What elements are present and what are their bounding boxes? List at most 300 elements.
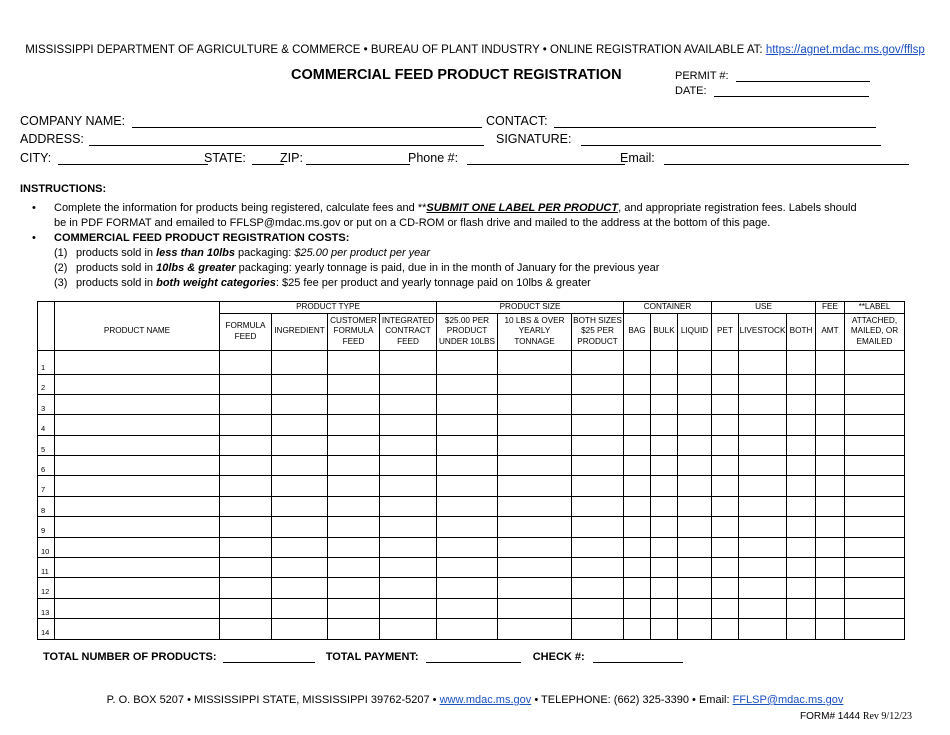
table-cell[interactable]	[787, 456, 816, 476]
formula-feed-header: FORMULA FEED	[220, 313, 272, 350]
row-number: 11	[38, 558, 55, 578]
table-cell[interactable]	[572, 517, 624, 537]
table-cell[interactable]	[787, 496, 816, 516]
table-cell[interactable]	[816, 496, 845, 516]
over-10lbs-header: 10 LBS & OVER YEARLY TONNAGE	[498, 313, 572, 350]
table-cell[interactable]	[816, 517, 845, 537]
table-cell[interactable]	[437, 415, 498, 435]
table-cell[interactable]	[220, 435, 272, 455]
phone-input[interactable]	[467, 153, 625, 165]
agency-line: MISSISSIPPI DEPARTMENT OF AGRICULTURE & COMMERCE • BUREAU OF PLANT INDUSTRY • ONLINE REGISTRATION AVAILABLE AT:	[25, 44, 763, 56]
table-cell[interactable]	[380, 517, 437, 537]
table-cell[interactable]	[712, 619, 739, 639]
table-cell[interactable]	[845, 394, 905, 414]
table-cell[interactable]	[328, 435, 380, 455]
liquid-header: LIQUID	[678, 313, 712, 350]
table-cell[interactable]	[572, 619, 624, 639]
table-cell[interactable]	[787, 619, 816, 639]
table-cell[interactable]	[845, 496, 905, 516]
table-cell[interactable]	[739, 558, 787, 578]
table-cell[interactable]	[787, 578, 816, 598]
table-cell[interactable]	[328, 350, 380, 374]
table-cell[interactable]	[55, 374, 220, 394]
table-cell[interactable]	[624, 537, 651, 557]
check-label: CHECK #:	[532, 651, 585, 663]
table-cell[interactable]	[678, 476, 712, 496]
table-row	[38, 374, 905, 394]
table-cell[interactable]	[712, 456, 739, 476]
table-cell[interactable]	[328, 537, 380, 557]
total-products-input[interactable]	[223, 651, 315, 663]
table-cell[interactable]	[272, 496, 328, 516]
table-cell[interactable]	[380, 456, 437, 476]
table-cell[interactable]	[55, 558, 220, 578]
table-cell[interactable]	[651, 598, 678, 618]
row-number: 6	[38, 456, 55, 476]
table-cell[interactable]	[712, 374, 739, 394]
table-cell[interactable]	[437, 537, 498, 557]
table-cell[interactable]	[572, 537, 624, 557]
table-cell[interactable]	[498, 456, 572, 476]
table-cell[interactable]	[739, 394, 787, 414]
table-cell[interactable]	[272, 517, 328, 537]
table-cell[interactable]	[651, 374, 678, 394]
signature-input[interactable]	[581, 134, 881, 146]
table-cell[interactable]	[816, 578, 845, 598]
table-cell[interactable]	[272, 578, 328, 598]
table-cell[interactable]	[678, 517, 712, 537]
table-cell[interactable]	[787, 415, 816, 435]
table-cell[interactable]	[437, 517, 498, 537]
label-status-header: ATTACHED, MAILED, OR EMAILED	[845, 313, 905, 350]
table-cell[interactable]	[678, 350, 712, 374]
table-cell[interactable]	[845, 350, 905, 374]
table-cell[interactable]	[739, 578, 787, 598]
table-cell[interactable]	[380, 558, 437, 578]
table-cell[interactable]	[624, 517, 651, 537]
table-cell[interactable]	[55, 350, 220, 374]
table-cell[interactable]	[624, 374, 651, 394]
table-cell[interactable]	[845, 374, 905, 394]
table-cell[interactable]	[272, 374, 328, 394]
table-cell[interactable]	[739, 619, 787, 639]
table-cell[interactable]	[572, 415, 624, 435]
company-name-field	[20, 114, 482, 128]
table-cell[interactable]	[380, 619, 437, 639]
table-row	[38, 415, 905, 435]
table-cell[interactable]	[739, 374, 787, 394]
table-cell[interactable]	[816, 558, 845, 578]
table-cell[interactable]	[498, 350, 572, 374]
table-cell[interactable]	[437, 619, 498, 639]
instruction-item	[32, 201, 892, 231]
table-cell[interactable]	[624, 619, 651, 639]
row-number: 13	[38, 598, 55, 618]
state-field	[204, 151, 284, 165]
permit-label: PERMIT #:	[675, 70, 729, 82]
table-cell[interactable]	[712, 578, 739, 598]
table-cell[interactable]	[712, 350, 739, 374]
table-cell[interactable]	[651, 619, 678, 639]
table-cell[interactable]	[220, 456, 272, 476]
table-cell[interactable]	[712, 415, 739, 435]
table-cell[interactable]	[572, 476, 624, 496]
table-cell[interactable]	[380, 374, 437, 394]
table-cell[interactable]	[678, 415, 712, 435]
table-cell[interactable]	[328, 456, 380, 476]
table-cell[interactable]	[624, 415, 651, 435]
address-input[interactable]	[89, 134, 484, 146]
table-cell[interactable]	[328, 619, 380, 639]
table-cell[interactable]	[845, 517, 905, 537]
table-cell[interactable]	[787, 374, 816, 394]
instruction-text-c: , and appropriate registration fees. Labels should be in PDF FORMAT and emailed to FFLSP@mdac.ms.gov or put on a CD-ROM or flash drive and mailed to the address at the bottom of this page.	[54, 202, 857, 229]
table-cell[interactable]	[437, 374, 498, 394]
table-cell[interactable]	[651, 476, 678, 496]
table-cell[interactable]	[739, 517, 787, 537]
table-cell[interactable]	[380, 394, 437, 414]
table-cell[interactable]	[651, 558, 678, 578]
table-cell[interactable]	[272, 394, 328, 414]
table-cell[interactable]	[816, 537, 845, 557]
table-cell[interactable]	[678, 496, 712, 516]
table-cell[interactable]	[272, 435, 328, 455]
table-cell[interactable]	[380, 435, 437, 455]
table-cell[interactable]	[498, 619, 572, 639]
table-cell[interactable]	[572, 456, 624, 476]
state-label: STATE:	[204, 151, 246, 165]
table-cell[interactable]	[437, 558, 498, 578]
contact-input[interactable]	[554, 116, 876, 128]
city-field	[20, 151, 208, 165]
email-input[interactable]	[664, 153, 909, 165]
table-cell[interactable]	[651, 578, 678, 598]
table-cell[interactable]	[572, 578, 624, 598]
table-cell[interactable]	[220, 374, 272, 394]
address-label: ADDRESS:	[20, 132, 84, 146]
table-cell[interactable]	[328, 517, 380, 537]
table-cell[interactable]	[787, 394, 816, 414]
instructions-heading: INSTRUCTIONS:	[20, 183, 107, 195]
table-cell[interactable]	[220, 350, 272, 374]
zip-input[interactable]	[306, 153, 410, 165]
table-cell[interactable]	[787, 598, 816, 618]
table-cell[interactable]	[55, 578, 220, 598]
date-label: DATE:	[675, 85, 707, 97]
total-payment-input[interactable]	[426, 651, 521, 663]
table-cell[interactable]	[272, 415, 328, 435]
table-cell[interactable]	[498, 476, 572, 496]
registration-url-link[interactable]: https://agnet.mdac.ms.gov/fflsp	[765, 44, 925, 56]
table-cell[interactable]	[328, 496, 380, 516]
livestock-header: LIVESTOCK	[739, 313, 787, 350]
table-cell[interactable]	[272, 476, 328, 496]
table-cell[interactable]	[220, 394, 272, 414]
date-field	[675, 85, 869, 97]
table-cell[interactable]	[816, 456, 845, 476]
table-cell[interactable]	[220, 517, 272, 537]
table-cell[interactable]	[816, 415, 845, 435]
table-cell[interactable]	[624, 598, 651, 618]
table-cell[interactable]	[624, 435, 651, 455]
table-cell[interactable]	[787, 537, 816, 557]
table-cell[interactable]	[328, 598, 380, 618]
table-cell[interactable]	[437, 578, 498, 598]
email-link[interactable]: FFLSP@mdac.ms.gov	[732, 694, 844, 706]
check-input[interactable]	[593, 651, 683, 663]
row-number: 2	[38, 374, 55, 394]
table-cell[interactable]	[739, 435, 787, 455]
table-cell[interactable]	[55, 517, 220, 537]
table-cell[interactable]	[328, 394, 380, 414]
table-cell[interactable]	[816, 598, 845, 618]
table-cell[interactable]	[845, 558, 905, 578]
table-cell[interactable]	[220, 619, 272, 639]
table-cell[interactable]	[845, 598, 905, 618]
table-cell[interactable]	[572, 558, 624, 578]
table-cell[interactable]	[712, 598, 739, 618]
table-cell[interactable]	[651, 517, 678, 537]
table-cell[interactable]	[328, 476, 380, 496]
form-number-text: FORM# 1444	[800, 711, 861, 722]
product-name-group-header	[55, 302, 220, 314]
table-cell[interactable]	[572, 374, 624, 394]
table-cell[interactable]	[55, 619, 220, 639]
table-cell[interactable]	[572, 350, 624, 374]
table-cell[interactable]	[498, 537, 572, 557]
table-cell[interactable]	[739, 537, 787, 557]
email-label: Email:	[620, 151, 655, 165]
table-cell[interactable]	[816, 394, 845, 414]
table-cell[interactable]	[678, 578, 712, 598]
table-cell[interactable]	[624, 578, 651, 598]
table-cell[interactable]	[572, 394, 624, 414]
table-cell[interactable]	[624, 476, 651, 496]
table-cell[interactable]	[272, 558, 328, 578]
table-cell[interactable]	[498, 517, 572, 537]
table-cell[interactable]	[712, 537, 739, 557]
table-cell[interactable]	[220, 598, 272, 618]
table-cell[interactable]	[787, 476, 816, 496]
table-cell[interactable]	[845, 578, 905, 598]
table-cell[interactable]	[624, 558, 651, 578]
table-cell[interactable]	[55, 435, 220, 455]
table-row	[38, 350, 905, 374]
table-cell[interactable]	[328, 578, 380, 598]
table-cell[interactable]	[678, 435, 712, 455]
row-number: 1	[38, 350, 55, 374]
table-cell[interactable]	[380, 537, 437, 557]
table-cell[interactable]	[220, 415, 272, 435]
table-cell[interactable]	[651, 415, 678, 435]
table-cell[interactable]	[498, 578, 572, 598]
table-cell[interactable]	[845, 619, 905, 639]
product-name-header: PRODUCT NAME	[55, 313, 220, 350]
table-cell[interactable]	[498, 415, 572, 435]
zip-field	[280, 151, 410, 165]
table-cell[interactable]	[437, 476, 498, 496]
table-cell[interactable]	[272, 537, 328, 557]
table-row	[38, 619, 905, 639]
form-title: COMMERCIAL FEED PRODUCT REGISTRATION	[291, 67, 622, 83]
table-cell[interactable]	[498, 598, 572, 618]
table-cell[interactable]	[380, 350, 437, 374]
table-cell[interactable]	[678, 558, 712, 578]
table-cell[interactable]	[498, 558, 572, 578]
table-cell[interactable]	[624, 350, 651, 374]
table-cell[interactable]	[572, 598, 624, 618]
table-cell[interactable]	[712, 517, 739, 537]
table-cell[interactable]	[380, 415, 437, 435]
ingredient-header: INGREDIENT	[272, 313, 328, 350]
table-cell[interactable]	[380, 476, 437, 496]
table-cell[interactable]	[437, 394, 498, 414]
table-cell[interactable]	[55, 496, 220, 516]
total-payment-label: TOTAL PAYMENT:	[325, 651, 419, 663]
company-name-input[interactable]	[132, 116, 482, 128]
table-cell[interactable]	[787, 517, 816, 537]
table-cell[interactable]	[739, 350, 787, 374]
table-cell[interactable]	[220, 476, 272, 496]
table-row	[38, 578, 905, 598]
permit-input[interactable]	[736, 70, 870, 82]
table-cell[interactable]	[816, 619, 845, 639]
table-cell[interactable]	[272, 456, 328, 476]
revision-date: Rev 9/12/23	[862, 711, 912, 722]
instruction-emphasis: SUBMIT ONE LABEL PER PRODUCT	[426, 202, 619, 214]
table-cell[interactable]	[498, 435, 572, 455]
table-cell[interactable]	[272, 598, 328, 618]
table-cell[interactable]	[380, 598, 437, 618]
table-cell[interactable]	[845, 537, 905, 557]
both-sizes-header: BOTH SIZES $25 PER PRODUCT	[572, 313, 624, 350]
table-cell[interactable]	[55, 476, 220, 496]
table-cell[interactable]	[624, 496, 651, 516]
table-cell[interactable]	[651, 350, 678, 374]
table-cell[interactable]	[220, 537, 272, 557]
table-cell[interactable]	[498, 394, 572, 414]
table-cell[interactable]	[739, 456, 787, 476]
table-cell[interactable]	[328, 558, 380, 578]
table-cell[interactable]	[380, 496, 437, 516]
table-cell[interactable]	[739, 415, 787, 435]
table-cell[interactable]	[787, 435, 816, 455]
table-cell[interactable]	[55, 394, 220, 414]
table-cell[interactable]	[220, 496, 272, 516]
table-cell[interactable]	[380, 578, 437, 598]
table-cell[interactable]	[816, 374, 845, 394]
cost-item-2: (2) products sold in 10lbs & greater packaging: yearly tonnage is paid, due in in the month of January for the previous year	[54, 262, 660, 274]
table-cell[interactable]	[498, 496, 572, 516]
table-cell[interactable]	[845, 476, 905, 496]
table-cell[interactable]	[816, 476, 845, 496]
table-cell[interactable]	[678, 537, 712, 557]
table-cell[interactable]	[272, 350, 328, 374]
customer-formula-feed-header: CUSTOMER FORMULA FEED	[328, 313, 380, 350]
table-cell[interactable]	[328, 374, 380, 394]
table-cell[interactable]	[55, 415, 220, 435]
table-cell[interactable]	[845, 456, 905, 476]
table-row	[38, 476, 905, 496]
table-cell[interactable]	[739, 476, 787, 496]
table-cell[interactable]	[437, 435, 498, 455]
table-row	[38, 598, 905, 618]
table-cell[interactable]	[678, 619, 712, 639]
table-cell[interactable]	[220, 578, 272, 598]
table-cell[interactable]	[624, 394, 651, 414]
table-cell[interactable]	[678, 598, 712, 618]
agency-header	[0, 44, 950, 56]
table-cell[interactable]	[437, 456, 498, 476]
table-cell[interactable]	[787, 350, 816, 374]
table-row	[38, 456, 905, 476]
table-cell[interactable]	[712, 558, 739, 578]
table-cell[interactable]	[572, 496, 624, 516]
table-cell[interactable]	[739, 598, 787, 618]
table-cell[interactable]	[816, 350, 845, 374]
table-cell[interactable]	[328, 415, 380, 435]
table-cell[interactable]	[651, 456, 678, 476]
instruction-text-a: Complete the information for products being registered, calculate fees and **	[54, 202, 427, 214]
date-input[interactable]	[714, 85, 869, 97]
product-size-group-header: PRODUCT SIZE	[437, 302, 624, 314]
table-row	[38, 537, 905, 557]
instructions-list	[32, 201, 892, 291]
table-cell[interactable]	[651, 394, 678, 414]
row-number: 7	[38, 476, 55, 496]
amt-header: AMT	[816, 313, 845, 350]
label-group-header: **LABEL	[845, 302, 905, 314]
table-cell[interactable]	[845, 435, 905, 455]
bag-header: BAG	[624, 313, 651, 350]
table-cell[interactable]	[220, 558, 272, 578]
table-cell[interactable]	[437, 598, 498, 618]
email-field	[620, 151, 909, 165]
table-cell[interactable]	[712, 476, 739, 496]
table-cell[interactable]	[624, 456, 651, 476]
table-cell[interactable]	[498, 374, 572, 394]
table-cell[interactable]	[651, 537, 678, 557]
table-cell[interactable]	[651, 496, 678, 516]
permit-field	[675, 70, 870, 82]
table-cell[interactable]	[678, 456, 712, 476]
city-label: CITY:	[20, 151, 52, 165]
table-cell[interactable]	[787, 558, 816, 578]
table-cell[interactable]	[272, 619, 328, 639]
city-input[interactable]	[58, 153, 208, 165]
table-cell[interactable]	[55, 537, 220, 557]
table-cell[interactable]	[437, 350, 498, 374]
table-cell[interactable]	[437, 496, 498, 516]
both-use-header: BOTH	[787, 313, 816, 350]
table-cell[interactable]	[712, 496, 739, 516]
costs-heading: COMMERCIAL FEED PRODUCT REGISTRATION COSTS:	[54, 232, 350, 244]
table-cell[interactable]	[845, 415, 905, 435]
website-link[interactable]: www.mdac.ms.gov	[439, 694, 532, 706]
table-cell[interactable]	[712, 435, 739, 455]
table-cell[interactable]	[651, 435, 678, 455]
table-cell[interactable]	[55, 598, 220, 618]
costs-item	[32, 231, 892, 246]
table-cell[interactable]	[55, 456, 220, 476]
table-cell[interactable]	[678, 374, 712, 394]
table-cell[interactable]	[712, 394, 739, 414]
table-cell[interactable]	[739, 496, 787, 516]
row-number: 8	[38, 496, 55, 516]
table-cell[interactable]	[816, 435, 845, 455]
table-cell[interactable]	[678, 394, 712, 414]
table-cell[interactable]	[572, 435, 624, 455]
